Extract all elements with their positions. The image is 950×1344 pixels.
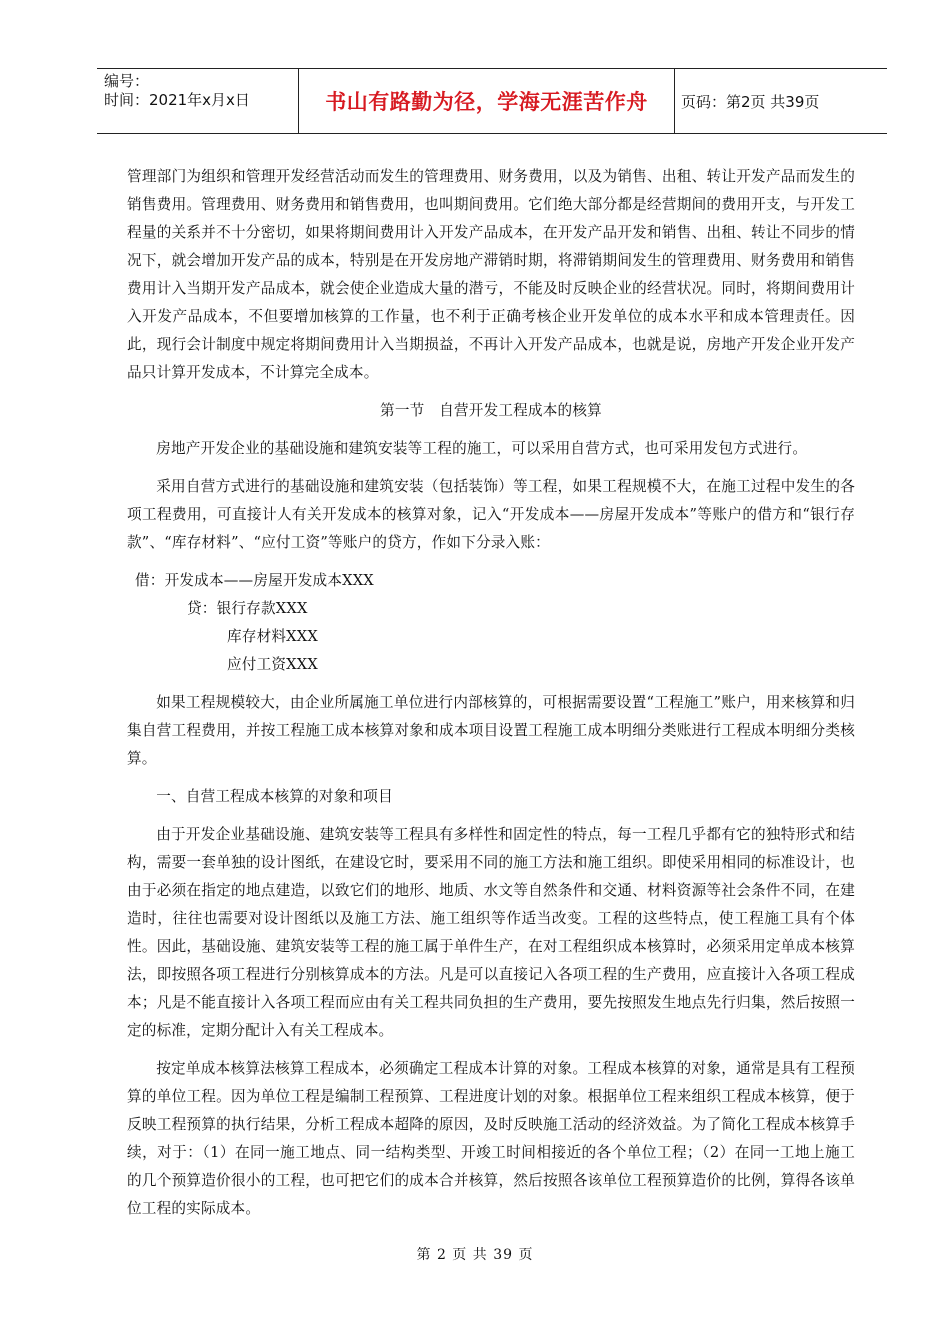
- paragraph-3: 采用自营方式进行的基础设施和建筑安装（包括装饰）等工程，如果工程规模不大，在施工过程中发生的各项工程费用，可直接计人有关开发成本的核算对象，记入“开发成本——房屋开发成本”等账户的借方和“银行存款”、“库存材料”、“应付工资”等账户的贷方，作如下分录入账：: [127, 478, 855, 551]
- journal-credit-2: 库存材料XXX: [227, 628, 318, 645]
- spacer: [127, 811, 855, 821]
- journal-debit: 借：开发成本——房屋开发成本XXX: [135, 572, 374, 589]
- paragraph-4: 如果工程规模较大，由企业所属施工单位进行内部核算的，可根据需要设置“工程施工”账户，用来核算和归集自营工程费用，并按工程施工成本核算对象和成本项目设置工程施工成本明细分类账进行工程成本明细分类核算。: [127, 694, 855, 767]
- spacer: [127, 425, 855, 435]
- page-header: [97, 68, 887, 134]
- section-title: 第一节 自营开发工程成本的核算: [380, 402, 602, 419]
- footer-page-number: 第 2 页 共 39 页: [416, 1247, 534, 1263]
- paragraph-2: 房地产开发企业的基础设施和建筑安装等工程的施工，可以采用自营方式，也可采用发包方式进行。: [156, 440, 808, 457]
- serial-label: 编号：: [104, 72, 150, 90]
- subheading: 一、自营工程成本核算的对象和项目: [156, 788, 393, 805]
- paragraph-1: 管理部门为组织和管理开发经营活动而发生的管理费用、财务费用，以及为销售、出租、转让开发产品而发生的销售费用。管理费用、财务费用和销售费用，也叫期间费用。它们绝大部分都是经营期间的费用开支，与开发工程量的关系并不十分密切，如果将期间费用计入开发产品成本，在开发产品开发和销售、出租、转让不同步的情况下，就会增加开发产品的成本，特别是在开发房地产滞销时期，将滞销期间发生的管理费用、财务费用和销售费用计入当期开发产品成本，就会使企业造成大量的潜亏，不能及时反映企业的经营状况。同时，将期间费用计入开发产品成本，不但要增加核算的工作量，也不利于正确考核企业开发单位的成本水平和成本管理责任。因此，现行会计制度中规定将期间费用计入当期损益，不再计入开发产品成本，也就是说，房地产开发企业开发产品只计算开发成本，不计算完全成本。: [127, 168, 855, 381]
- page-footer: [0, 1244, 950, 1264]
- time-label: 时间：2021年x月x日: [104, 91, 250, 109]
- document-body: [127, 163, 855, 1223]
- journal-credit-1: 贷：银行存款XXX: [187, 600, 308, 617]
- journal-entry: [127, 567, 855, 679]
- spacer: [127, 1045, 855, 1055]
- spacer: [127, 557, 855, 567]
- spacer: [127, 679, 855, 689]
- spacer: [127, 387, 855, 397]
- paragraph-5: 由于开发企业基础设施、建筑安装等工程具有多样性和固定性的特点，每一工程几乎都有它的独特形式和结构，需要一套单独的设计图纸，在建设它时，要采用不同的施工方法和施工组织。即使采用相同的标准设计，也由于必须在指定的地点建造，以致它们的地形、地质、水文等自然条件和交通、材料资源等社会条件不同，在建造时，往往也需要对设计图纸以及施工方法、施工组织等作适当改变。工程的这些特点，使工程施工具有个体性。因此，基础设施、建筑安装等工程的施工属于单件生产，在对工程组织成本核算时，必须采用定单成本核算法，即按照各项工程进行分别核算成本的方法。凡是可以直接记入各项工程的生产费用，应直接计入各项工程成本；凡是不能直接计入各项工程而应由有关工程共同负担的生产费用，要先按照发生地点先行归集，然后按照一定的标准，定期分配计入有关工程成本。: [127, 826, 855, 1039]
- spacer: [127, 463, 855, 473]
- spacer: [127, 773, 855, 783]
- header-page-info: 页码：第2页 共39页: [681, 92, 820, 111]
- journal-credit-3: 应付工资XXX: [227, 656, 318, 673]
- header-meta: [97, 69, 299, 133]
- paragraph-6: 按定单成本核算法核算工程成本，必须确定工程成本计算的对象。工程成本核算的对象，通常是具有工程预算的单位工程。因为单位工程是编制工程预算、工程进度计划的对象。根据单位工程来组织工程成本核算，便于反映工程预算的执行结果，分析工程成本超降的原因，及时反映施工活动的经济效益。为了简化工程成本核算手续，对于：（1）在同一施工地点、同一结构类型、开竣工时间相接近的各个单位工程；（2）在同一工地上施工的几个预算造价很小的工程，也可把它们的成本合并核算，然后按照各该单位工程预算造价的比例，算得各该单位工程的实际成本。: [127, 1060, 855, 1217]
- header-motto: 书山有路勤为径，学海无涯苦作舟: [299, 69, 675, 133]
